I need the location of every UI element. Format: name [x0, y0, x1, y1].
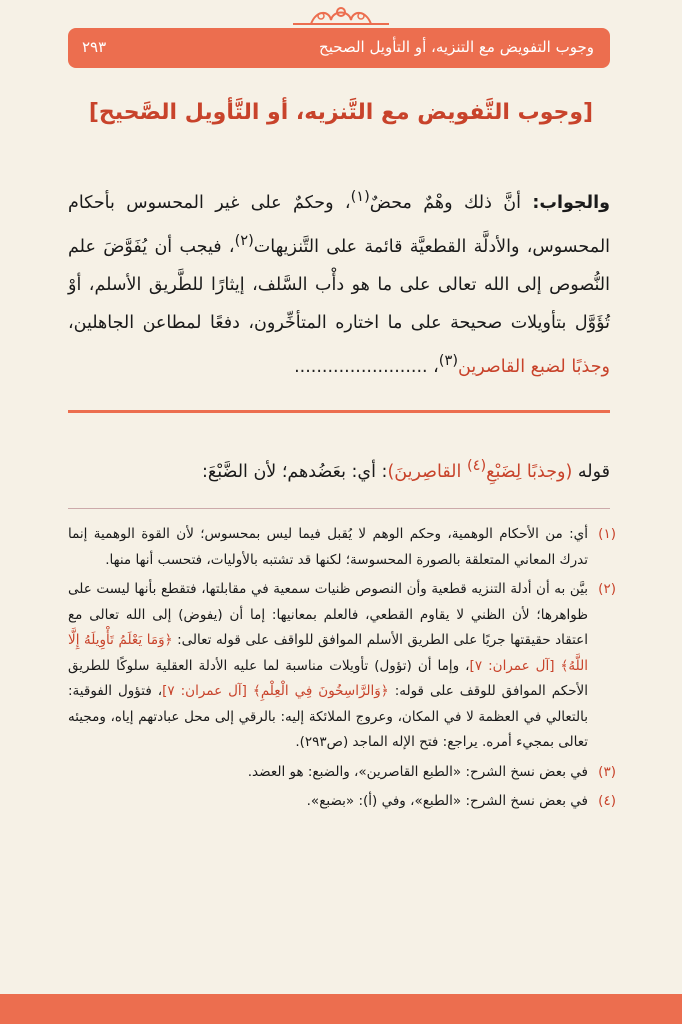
footnote-ref[interactable]: (٢) — [234, 231, 254, 249]
answer-lead: والجواب: — [532, 192, 610, 213]
page-number: ٢٩٣ — [82, 38, 107, 56]
continuation-dots: ........................ — [294, 356, 428, 377]
commentary-text — [68, 450, 610, 488]
footnote — [68, 760, 616, 786]
footnote — [68, 522, 616, 573]
footnote-ref[interactable]: (٤) — [466, 457, 487, 474]
footnote-number: (٤) — [598, 793, 616, 809]
page-bottom-bar — [0, 994, 682, 1024]
running-header — [68, 28, 610, 68]
commentary-quote: (وجذبًا لِضَبْعِ — [486, 461, 573, 482]
commentary-intro: قوله — [572, 461, 610, 482]
main-text-part: ، فيجب أن يُفَوَّضَ علم النُّصوص إلى الله تعالى على ما هو دأْب السَّلف، إيثارًا للطَّريق الأسلم، أوْ تُؤَوَّل بتأويلات صحيحة على ما اختاره المتأخِّرون، دفعًا لمطاعن الجاهلين، — [68, 236, 610, 333]
commentary-quote-end: القاصِرينَ) — [387, 461, 467, 482]
quran-citation: ﴿وَمَا يَعْلَمُ تَأْوِيلَهُ إِلَّا اللَّهُ﴾ [آل عمران: ٧] — [68, 632, 588, 674]
footnote-number: (١) — [598, 526, 616, 542]
footnote-ref[interactable]: (١) — [350, 188, 370, 205]
section-heading: [وجوب التَّفويض مع التَّنزيه، أو التَّأويل الصَّحيح] — [88, 100, 594, 125]
footnotes — [68, 522, 616, 819]
footnote-text: في بعض نسخ الشرح: «الطبع»، وفي (أ): «بضبع». — [306, 793, 588, 809]
footnote — [68, 789, 616, 815]
footnote-text: أي: من الأحكام الوهمية، وحكم الوهم لا يُقبل فيما ليس بمحسوس؛ لأن القوة الوهمية إنما تدرك المعاني المتعلقة بالصورة المحسوسة؛ لكنها قد تشتبه بالأوليات، فتحسب أنها منها. — [68, 526, 588, 568]
footnote-text — [68, 577, 588, 756]
highlighted-phrase: وجذبًا لضبع القاصرين — [458, 356, 610, 377]
footnote-text-part: بيَّن به أن أدلة التنزيه قطعية وأن النصوص ظنيات سمعية في مقابلتها، فتقطع بأنها ليست على ظواهرها؛ لأن الظني لا يقاوم القطعي، فالعلم بمعانيها: إما أن (يفوض) إلى الله تعالى مع اعتقاد حقيقتها جريًا على الطريق الأسلم الموافق للواقف على قوله تعالى: — [68, 581, 588, 648]
main-text — [68, 178, 610, 385]
commentary-rest: : أي: بعَضُدهم؛ لأن الضَّبْعَ: — [202, 461, 388, 482]
footnote-text-part: ، فتؤول الفوقية: بالتعالي في العظمة لا في المكان، وعروج الملائكة إليه: بالرقي إلى محل عبادتهم إياه، ومجيئه تعالى بمجيء أمره. يراجع: فتح الإله الماجد (ص٢٩٣). — [68, 683, 588, 750]
footnote — [68, 577, 616, 756]
main-text-part: ، وحكمٌ على غير المحسوس بأحكام المحسوس، والأدلَّة القطعيَّة قائمة على التَّنزيهات — [68, 192, 611, 257]
main-text-part: ، — [427, 356, 439, 377]
footnote-ref[interactable]: (٣) — [438, 351, 459, 369]
main-text-part: أنَّ ذلك وهْمٌ محضٌ — [369, 192, 533, 213]
running-header-title: وجوب التفويض مع التنزيه، أو التأويل الصحيح — [319, 38, 594, 56]
footnote-text-part: ، وإما أن (تؤول) تأويلات مناسبة لما عليه الأدلة العقلية سلوكًا للطريق الأحكم الموافق للوقف على قوله: — [68, 657, 588, 699]
header-ornament-icon — [291, 2, 391, 28]
footnote-text: في بعض نسخ الشرح: «الطبع القاصرين»، والضبع: هو العضد. — [247, 763, 588, 780]
footnote-separator — [68, 508, 610, 509]
footnote-number: (٢) — [598, 581, 616, 597]
quran-citation: ﴿وَالرَّاسِخُونَ فِي الْعِلْمِ﴾ [آل عمران: ٧] — [162, 683, 389, 699]
footnote-number: (٣) — [598, 763, 616, 780]
section-divider — [68, 410, 610, 413]
